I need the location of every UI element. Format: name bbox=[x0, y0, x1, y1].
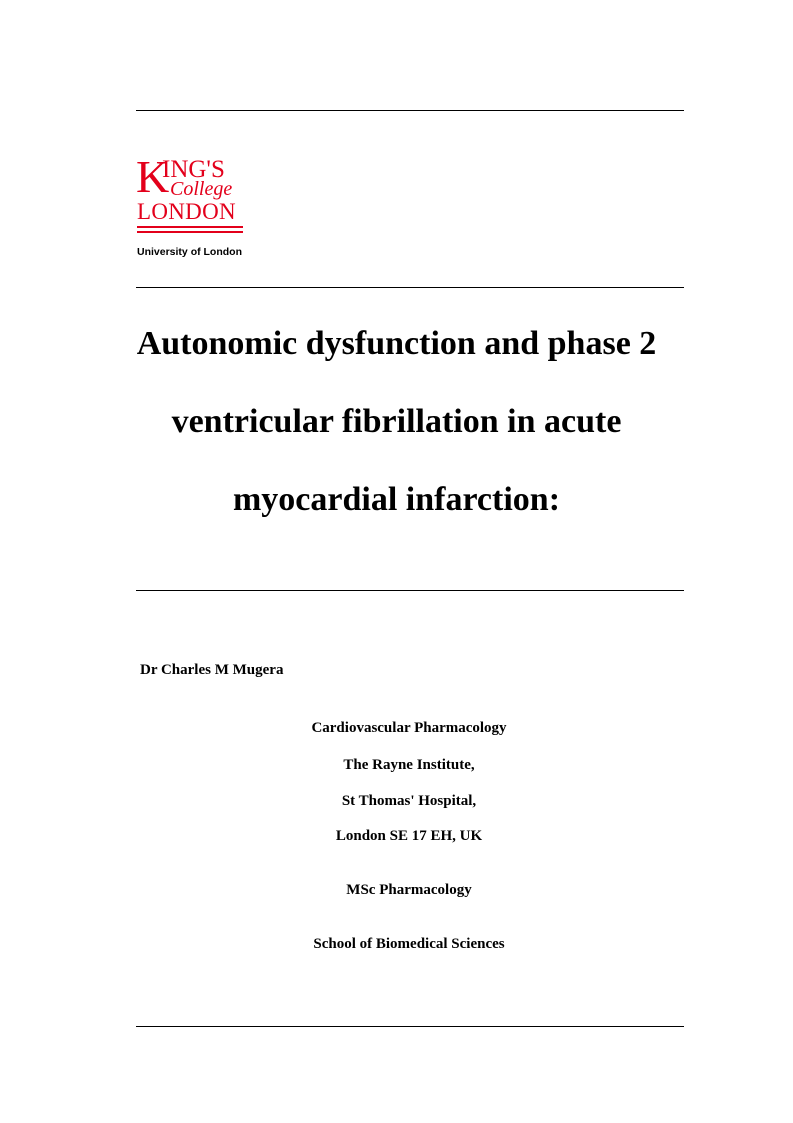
title-line-2: ventricular fibrillation in acute bbox=[171, 403, 622, 440]
logo-rule-lower bbox=[137, 231, 243, 233]
logo-university: University of London bbox=[137, 246, 242, 258]
top-divider bbox=[136, 110, 684, 111]
school: School of Biomedical Sciences bbox=[313, 936, 505, 952]
logo-divider bbox=[136, 287, 684, 288]
logo-initial: K bbox=[136, 151, 170, 202]
department: Cardiovascular Pharmacology bbox=[311, 720, 507, 736]
kings-college-london-logo bbox=[136, 151, 256, 264]
title-divider bbox=[136, 590, 684, 591]
bottom-divider bbox=[136, 1026, 684, 1027]
title-line-3: myocardial infarction: bbox=[232, 481, 561, 518]
author-name: Dr Charles M Mugera bbox=[140, 662, 284, 678]
degree: MSc Pharmacology bbox=[346, 882, 472, 898]
logo-rule-upper bbox=[137, 226, 243, 228]
hospital: St Thomas' Hospital, bbox=[341, 793, 477, 809]
logo-college: College bbox=[170, 178, 233, 200]
title-line-1: Autonomic dysfunction and phase 2 bbox=[136, 325, 657, 362]
logo-name-rest: ING'S bbox=[162, 156, 225, 183]
institute: The Rayne Institute, bbox=[343, 757, 475, 773]
logo-city: LONDON bbox=[137, 199, 236, 224]
address: London SE 17 EH, UK bbox=[335, 828, 483, 844]
